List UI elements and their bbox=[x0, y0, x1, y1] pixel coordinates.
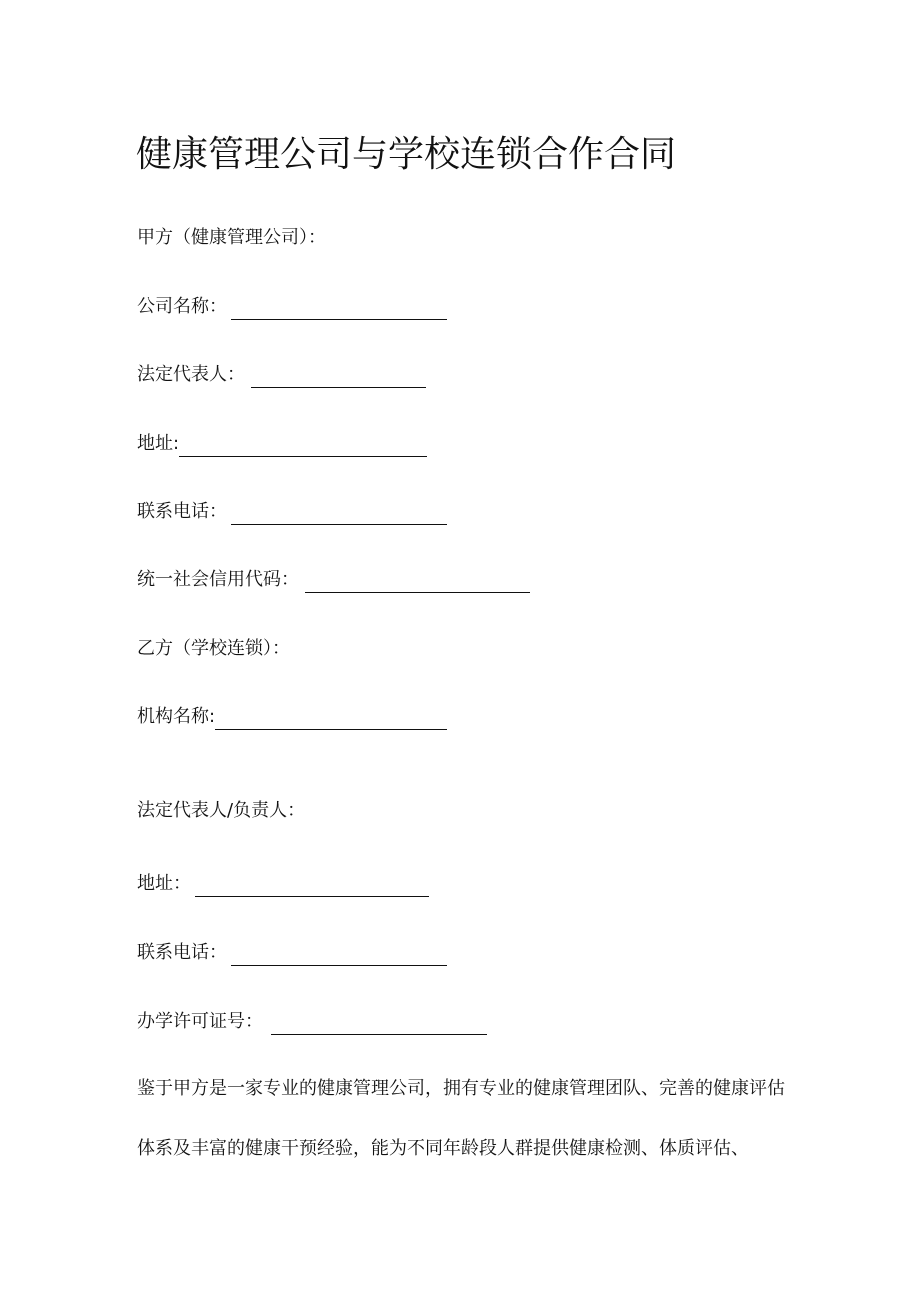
party-a-legal-rep-field bbox=[137, 362, 426, 388]
party-a-heading-text: 甲方（健康管理公司）： bbox=[137, 227, 326, 248]
party-b-phone-field bbox=[137, 940, 447, 966]
party-a-legal-rep-label: 法定代表人： bbox=[137, 364, 245, 385]
party-b-license-field bbox=[137, 1009, 487, 1035]
party-a-heading bbox=[137, 225, 326, 251]
party-a-credit-code-field bbox=[137, 567, 530, 593]
contract-title: 健康管理公司与学校连锁合作合同 bbox=[136, 134, 677, 175]
party-a-address-blank[interactable] bbox=[179, 434, 427, 457]
party-b-phone-blank[interactable] bbox=[231, 943, 447, 966]
party-a-company-name-field bbox=[137, 294, 447, 320]
party-b-license-blank[interactable] bbox=[271, 1012, 487, 1035]
party-b-address-label: 地址： bbox=[137, 873, 191, 894]
party-b-org-name-blank[interactable] bbox=[215, 707, 447, 730]
party-a-legal-rep-blank[interactable] bbox=[251, 365, 426, 388]
party-a-phone-label: 联系电话： bbox=[137, 501, 227, 522]
party-b-address-field bbox=[137, 871, 429, 897]
party-a-credit-code-blank[interactable] bbox=[305, 570, 530, 593]
party-a-phone-blank[interactable] bbox=[231, 502, 447, 525]
party-b-org-name-field bbox=[137, 704, 447, 730]
party-b-heading-text: 乙方（学校连锁）： bbox=[137, 638, 290, 659]
party-a-address-label: 地址: bbox=[137, 433, 180, 454]
party-a-address-field bbox=[137, 431, 427, 457]
party-b-org-name-label: 机构名称: bbox=[137, 706, 216, 727]
party-a-credit-code-label: 统一社会信用代码： bbox=[137, 569, 299, 590]
party-b-address-blank[interactable] bbox=[195, 874, 429, 897]
preamble-paragraph: 鉴于甲方是一家专业的健康管理公司，拥有专业的健康管理团队、完善的健康评估体系及丰富的健康干预经验，能为不同年龄段人群提供健康检测、体质评估、 bbox=[137, 1078, 785, 1159]
party-b-heading bbox=[137, 636, 290, 662]
party-b-legal-rep-label: 法定代表人/负责人： bbox=[137, 800, 306, 821]
party-b-license-label: 办学许可证号： bbox=[137, 1011, 263, 1032]
party-b-legal-rep-field bbox=[137, 798, 305, 824]
party-a-company-name-label: 公司名称： bbox=[137, 296, 227, 317]
party-a-phone-field bbox=[137, 499, 447, 525]
party-b-phone-label: 联系电话： bbox=[137, 942, 227, 963]
party-a-company-name-blank[interactable] bbox=[231, 297, 447, 320]
